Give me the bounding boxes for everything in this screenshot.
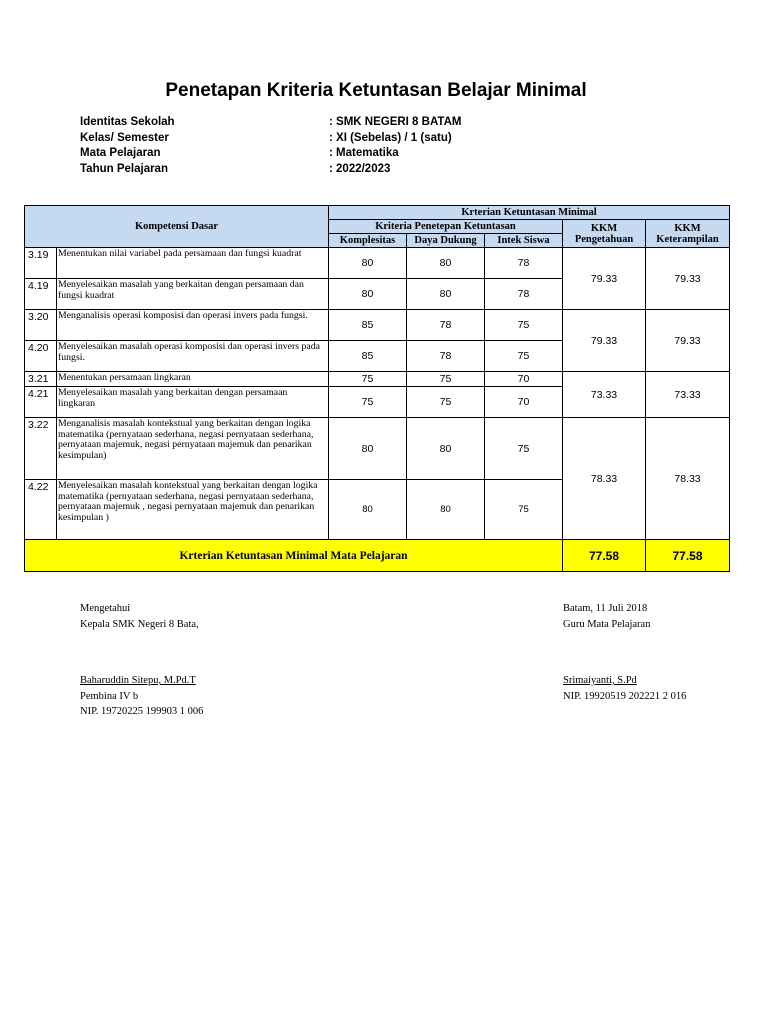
kd-description: Menyelesaikan masalah yang berkaitan dengan persamaan lingkaran	[57, 387, 329, 418]
identity-row-class	[80, 132, 600, 148]
header-pengetahuan-label: Pengetahuan	[574, 233, 634, 245]
footer-label: Krterian Ketuntasan Minimal Mata Pelajaran	[25, 540, 563, 572]
daya-dukung-value: 78	[407, 341, 485, 372]
header-kkm-keterampilan	[646, 220, 730, 248]
kd-number: 4.22	[25, 480, 57, 540]
identity-block	[80, 116, 600, 178]
page-title: Penetapan Kriteria Ketuntasan Belajar Minimal	[165, 80, 587, 101]
kd-number: 4.19	[25, 279, 57, 310]
kd-number: 4.20	[25, 341, 57, 372]
sig-right-name: Srimaiyanti, S.Pd	[563, 675, 637, 686]
intek-siswa-value: 75	[485, 310, 563, 341]
daya-dukung-value: 78	[407, 310, 485, 341]
kd-number: 3.20	[25, 310, 57, 341]
kd-number: 3.22	[25, 418, 57, 480]
kkm-keterampilan-value: 78.33	[646, 418, 730, 540]
sig-right-line1: Batam, 11 Juli 2018	[563, 603, 648, 614]
kompleksitas-value: 80	[329, 248, 407, 279]
kd-number: 3.19	[25, 248, 57, 279]
footer-kkm-pengetahuan: 77.58	[563, 540, 646, 572]
daya-dukung-value: 75	[407, 372, 485, 387]
kompleksitas-value: 85	[329, 341, 407, 372]
sig-left-name: Baharuddin Sitepu, M.Pd.T	[80, 675, 196, 686]
identity-label: Tahun Pelajaran	[80, 162, 168, 175]
header-kkm-pengetahuan	[563, 220, 646, 248]
identity-row-year	[80, 163, 600, 179]
kd-number: 3.21	[25, 372, 57, 387]
header-kkm-group: Krterian Ketuntasan Minimal	[329, 206, 730, 220]
signature-left-name-block	[80, 673, 203, 720]
kkm-pengetahuan-value: 79.33	[563, 310, 646, 372]
signature-right-name-block	[563, 673, 686, 704]
kompleksitas-value: 80	[329, 480, 407, 540]
identity-label: Mata Pelajaran	[80, 147, 161, 159]
kompleksitas-value: 75	[329, 387, 407, 418]
kompleksitas-value: 75	[329, 372, 407, 387]
identity-value: : SMK NEGERI 8 BATAM	[329, 116, 462, 128]
header-kriteria-group: Kriteria Penetepan Ketuntasan	[329, 220, 563, 234]
identity-row-school	[80, 116, 600, 132]
header-kkm-label: KKM	[674, 222, 701, 234]
table-row	[25, 372, 730, 387]
daya-dukung-value: 80	[407, 248, 485, 279]
identity-value: : 2022/2023	[329, 162, 391, 175]
header-kkm-label: KKM	[590, 222, 618, 234]
header-daya-dukung: Daya Dukung	[407, 234, 485, 248]
intek-siswa-value: 78	[485, 248, 563, 279]
table-row	[25, 310, 730, 341]
sig-left-rank: Pembina IV b	[80, 690, 139, 702]
signature-left-header	[80, 601, 199, 632]
kd-description: Menyelesaikan masalah yang berkaitan dengan persamaan dan fungsi kuadrat	[57, 279, 329, 310]
kkm-pengetahuan-value: 79.33	[563, 248, 646, 310]
table-row	[25, 248, 730, 279]
intek-siswa-value: 70	[485, 387, 563, 418]
identity-row-subject	[80, 147, 600, 163]
daya-dukung-value: 75	[407, 387, 485, 418]
kkm-pengetahuan-value: 73.33	[563, 372, 646, 418]
identity-value: : Matematika	[329, 147, 399, 159]
kd-description: Menentukan persamaan lingkaran	[57, 372, 329, 387]
kkm-keterampilan-value: 73.33	[646, 372, 730, 418]
kkm-keterampilan-value: 79.33	[646, 248, 730, 310]
table-row	[25, 418, 730, 480]
kompleksitas-value: 80	[329, 418, 407, 480]
intek-siswa-value: 70	[485, 372, 563, 387]
kd-description: Menentukan nilai variabel pada persamaan dan fungsi kuadrat	[57, 248, 329, 279]
signature-right-header	[563, 601, 650, 632]
table-footer-row	[25, 540, 730, 572]
sig-left-line2: Kepala SMK Negeri 8 Bata,	[80, 618, 199, 630]
intek-siswa-value: 75	[485, 418, 563, 480]
kd-description: Menganalisis operasi komposisi dan operasi invers pada fungsi.	[57, 310, 329, 341]
header-kompleksitas: Komplesitas	[329, 234, 407, 248]
daya-dukung-value: 80	[407, 480, 485, 540]
sig-right-nip: NIP. 19920519 202221 2 016	[563, 690, 687, 702]
kkm-keterampilan-value: 79.33	[646, 310, 730, 372]
kd-description: Menyelesaikan masalah operasi komposisi dan operasi invers pada fungsi.	[57, 341, 329, 372]
kd-number: 4.21	[25, 387, 57, 418]
kompleksitas-value: 85	[329, 310, 407, 341]
kd-description: Menganalisis masalah kontekstual yang berkaitan dengan logika matematika (pernyataan sederhana, negasi pernyataan sederhana, pernyataan majemuk, negasi pernyataan majemuk dan penarikan kesimpulan)	[57, 418, 329, 480]
kompleksitas-value: 80	[329, 279, 407, 310]
header-keterampilan-label: Keterampilan	[656, 233, 719, 245]
daya-dukung-value: 80	[407, 418, 485, 480]
identity-value: : XI (Sebelas) / 1 (satu)	[329, 131, 452, 144]
sig-left-line1: Mengetahui	[80, 603, 131, 614]
kkm-pengetahuan-value: 78.33	[563, 418, 646, 540]
intek-siswa-value: 75	[485, 341, 563, 372]
footer-kkm-keterampilan: 77.58	[646, 540, 730, 572]
sig-left-nip: NIP. 19720225 199903 1 006	[80, 706, 204, 717]
daya-dukung-value: 80	[407, 279, 485, 310]
kkm-table	[24, 205, 730, 572]
header-intek-siswa: Intek Siswa	[485, 234, 563, 248]
identity-label: Kelas/ Semester	[80, 131, 169, 144]
sig-right-line2: Guru Mata Pelajaran	[563, 618, 651, 630]
kd-description: Menyelesaikan masalah kontekstual yang berkaitan dengan logika matematika (pernyataan sederhana, negasi pernyataan sederhana, pernyataan majemuk , negasi pernyataan majemuk dan penarikan kesimpulan )	[57, 480, 329, 540]
identity-label: Identitas Sekolah	[80, 116, 175, 128]
intek-siswa-value: 75	[485, 480, 563, 540]
intek-siswa-value: 78	[485, 279, 563, 310]
header-kompetensi-dasar: Kompetensi Dasar	[25, 206, 329, 248]
